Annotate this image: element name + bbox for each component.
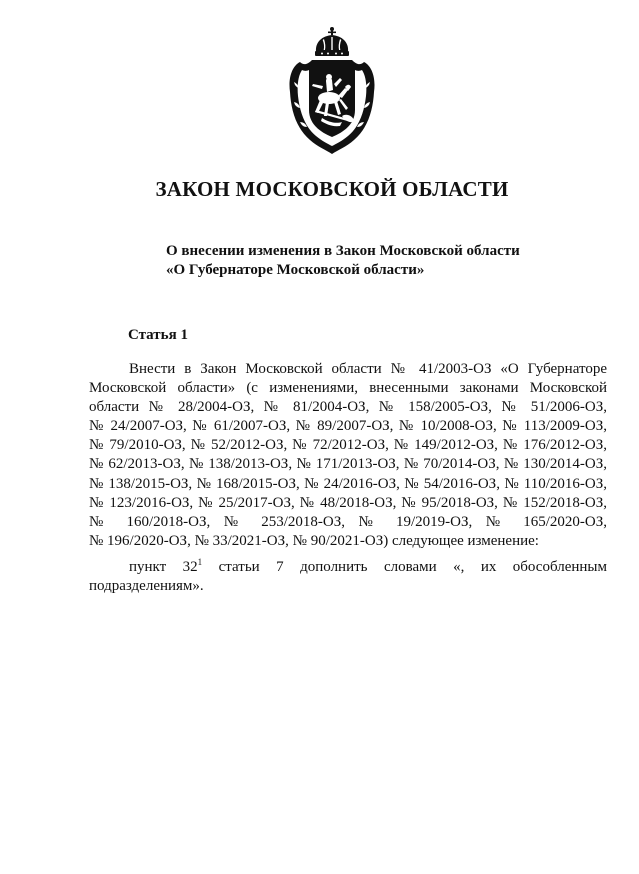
subtitle-line: О внесении изменения в Закон Московской области (166, 243, 520, 259)
text-line: области № 28/2004-ОЗ, № 81/2004-ОЗ, № 158/2005-ОЗ, № 51/2006-ОЗ, (89, 399, 607, 416)
text-line: № 24/2007-ОЗ, № 61/2007-ОЗ, № 89/2007-ОЗ, № 10/2008-ОЗ, № 113/2009-ОЗ, (89, 418, 607, 435)
text-line: № 138/2015-ОЗ, № 168/2015-ОЗ, № 24/2016-ОЗ, № 54/2016-ОЗ, № 110/2016-ОЗ, (89, 475, 607, 492)
law-title: ЗАКОН МОСКОВСКОЙ ОБЛАСТИ (155, 177, 509, 201)
amendment-text: статьи 7 дополнить словами «, их обособленным (202, 558, 607, 575)
text-line: № 62/2013-ОЗ, № 138/2013-ОЗ, № 171/2013-ОЗ, № 70/2014-ОЗ, № 130/2014-ОЗ, (89, 456, 607, 473)
coat-of-arms-icon (282, 26, 382, 156)
text-line: Внести в Закон Московской области № 41/2003-ОЗ «О Губернаторе (129, 361, 607, 377)
superscript: 1 (197, 557, 203, 567)
law-subtitle (166, 242, 586, 280)
text-line: Московской области» (с изменениями, внесенными законами Московской (89, 380, 607, 397)
paragraph-1 (89, 360, 607, 551)
point-number: пункт 32 (129, 558, 198, 575)
text-line (89, 558, 607, 577)
text-line: № 79/2010-ОЗ, № 52/2012-ОЗ, № 72/2012-ОЗ, № 149/2012-ОЗ, № 176/2012-ОЗ, (89, 437, 607, 454)
text-line: № 123/2016-ОЗ, № 25/2017-ОЗ, № 48/2018-ОЗ, № 95/2018-ОЗ, № 152/2018-ОЗ, (89, 494, 607, 511)
paragraph-2 (89, 558, 607, 596)
text-line: № 160/2018-ОЗ, № 253/2018-ОЗ, № 19/2019-ОЗ, № 165/2020-ОЗ, (89, 513, 607, 530)
subtitle-line: «О Губернаторе Московской области» (166, 262, 425, 278)
article-body (89, 360, 607, 596)
text-line: № 196/2020-ОЗ, № 33/2021-ОЗ, № 90/2021-ОЗ) следующее изменение: (89, 532, 539, 549)
text-line: подразделениям». (89, 578, 204, 595)
article-heading: Статья 1 (128, 327, 188, 343)
